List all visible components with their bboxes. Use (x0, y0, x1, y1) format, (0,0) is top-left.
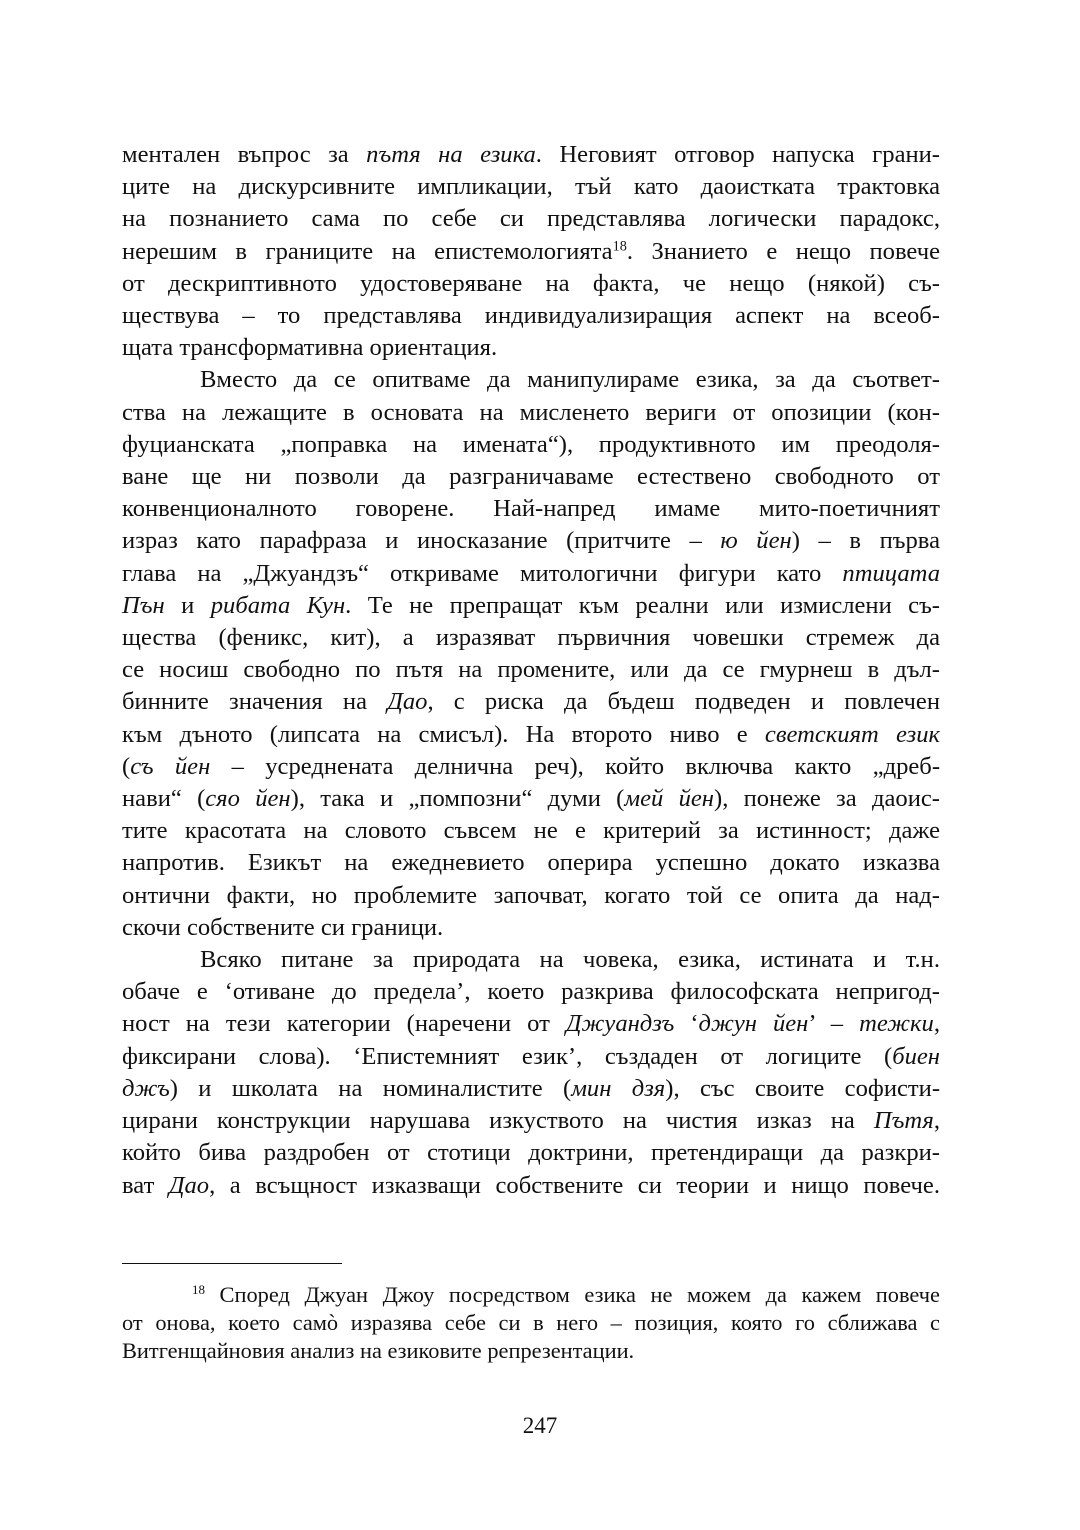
footnote-ref: 18 (612, 238, 627, 255)
text-line: цирани конструкции нарушава изкуството на чистия изказ на Пътя, (122, 1107, 940, 1135)
text-line: на познанието сама по себе си представлява логически парадокс, (122, 205, 940, 233)
text-line: обаче е ‘отиване до предела’, което разкрива философската непригод- (122, 978, 940, 1006)
text-line: напротив. Езикът на ежедневието оперира успешно докато изказва (122, 849, 940, 877)
text-line: фиксирани слова). ‘Епистемният език’, създаден от логиците (биен (122, 1042, 940, 1070)
text-line: ване ще ни позволи да разграничаваме естествено свободното от (122, 463, 940, 491)
footnote-line: Витгенщайновия анализ на езиковите репрезентации. (122, 1338, 635, 1363)
italic-term: Дао (168, 1171, 210, 1199)
italic-term: биен (892, 1042, 940, 1070)
text-line: ментален въпрос за пътя на езика. Неговият отговор напуска грани- (122, 141, 940, 168)
text-line: ците на дискурсивните импликации, тъй като даоистката трактовка (122, 173, 940, 201)
text-line: щества (феникс, кит), а изразяват първичния човешки стремеж да (122, 624, 940, 652)
italic-term: Дао (387, 688, 428, 716)
text-line: ват Дао, а всъщност изказващи собствените си теории и нищо повече. (122, 1171, 940, 1199)
text-line: ществува – то представлява индивидуализиращия аспект на всеоб- (122, 302, 940, 330)
text-line: конвенционалното говорене. Най-напред имаме мито-поетичният (122, 495, 940, 523)
main-text (122, 139, 940, 1202)
text-line: от дескриптивното удостоверяване на факта, че нещо (някой) съ- (122, 269, 940, 297)
italic-term: джун йен (698, 1010, 809, 1038)
text-line: бинните значения на Дао, с риска да бъдеш подведен и повлечен (122, 688, 941, 716)
italic-term: тежки (859, 1010, 934, 1038)
footnote-line: от онова, което самò изразява себе си в него – позиция, която го сближава с (122, 1310, 940, 1335)
text-line: който бива раздробен от стотици доктрини, претендиращи да разкри- (122, 1139, 940, 1167)
text-line: онтични факти, но проблемите започват, когато той се опита да над- (122, 881, 940, 909)
footnote-line: $^{18}$ Според Джуан Джоу посредством езика не можем да кажем повече (192, 1282, 940, 1307)
footnote-ref: 18 (192, 1282, 205, 1298)
text-line: фуцианската „поправка на имената“), продуктивното им преодоля- (122, 430, 940, 458)
text-line: ност на тези категории (наречени от Джуандзъ ‘джун йен’ – тежки, (122, 1010, 940, 1038)
italic-term: съ йен (130, 752, 211, 780)
text-line: скочи собствените си граници. (122, 913, 444, 941)
italic-term: пътя на езика (366, 141, 536, 168)
italic-term: птицата (842, 559, 940, 587)
italic-term: Пътя (873, 1107, 934, 1135)
italic-term: ю йен (720, 527, 792, 555)
italic-term: Пън (122, 591, 165, 619)
italic-term: джъ (122, 1074, 170, 1102)
text-line: се носиш свободно по пътя на промените, или да се гмурнеш в дъл- (122, 656, 940, 684)
text-line: джъ) и школата на номиналистите (мин дзя), със своите софисти- (122, 1074, 941, 1102)
text-line: нерешим в границите на епистемологията$^{18}$. Знанието е нещо повече (122, 237, 941, 265)
italic-term: Джуандзъ (565, 1010, 675, 1038)
text-line: глава на „Джуандзъ“ откриваме митологични фигури като птицата (122, 559, 940, 587)
italic-term: светският език (764, 720, 940, 748)
italic-term: рибата Кун (210, 591, 346, 619)
text-line: израз като парафраза и иносказание (притчите – ю йен) – в първа (122, 527, 940, 555)
italic-term: сяо йен (205, 785, 291, 813)
text-line: ства на лежащите в основата на мисленето вериги от опозиции (кон- (122, 398, 940, 426)
text-line: тите красотата на словото съвсем не е критерий за истинност; даже (122, 817, 940, 845)
text-line: щата трансформативна ориентация. (122, 334, 498, 362)
footnote (122, 1281, 940, 1365)
italic-term: мин дзя (571, 1074, 666, 1102)
text-line: Всяко питане за природата на човека, езика, истината и т.н. (200, 946, 940, 974)
text-line: Вместо да се опитваме да манипулираме езика, за да съответ- (200, 366, 940, 394)
text-line: нави“ (сяо йен), така и „помпозни“ думи (мей йен), понеже за даоис- (122, 785, 940, 813)
text-line: (съ йен – усреднената делнична реч), който включва както „дреб- (122, 752, 941, 780)
text-line: Пън и рибата Кун. Те не препращат към реални или измислени съ- (122, 591, 940, 619)
page-number: 247 (522, 1413, 558, 1438)
footnote-separator (122, 1263, 342, 1264)
italic-term: мей йен (624, 785, 714, 813)
text-line: към дъното (липсата на смисъл). На второто ниво е светският език (122, 720, 940, 748)
